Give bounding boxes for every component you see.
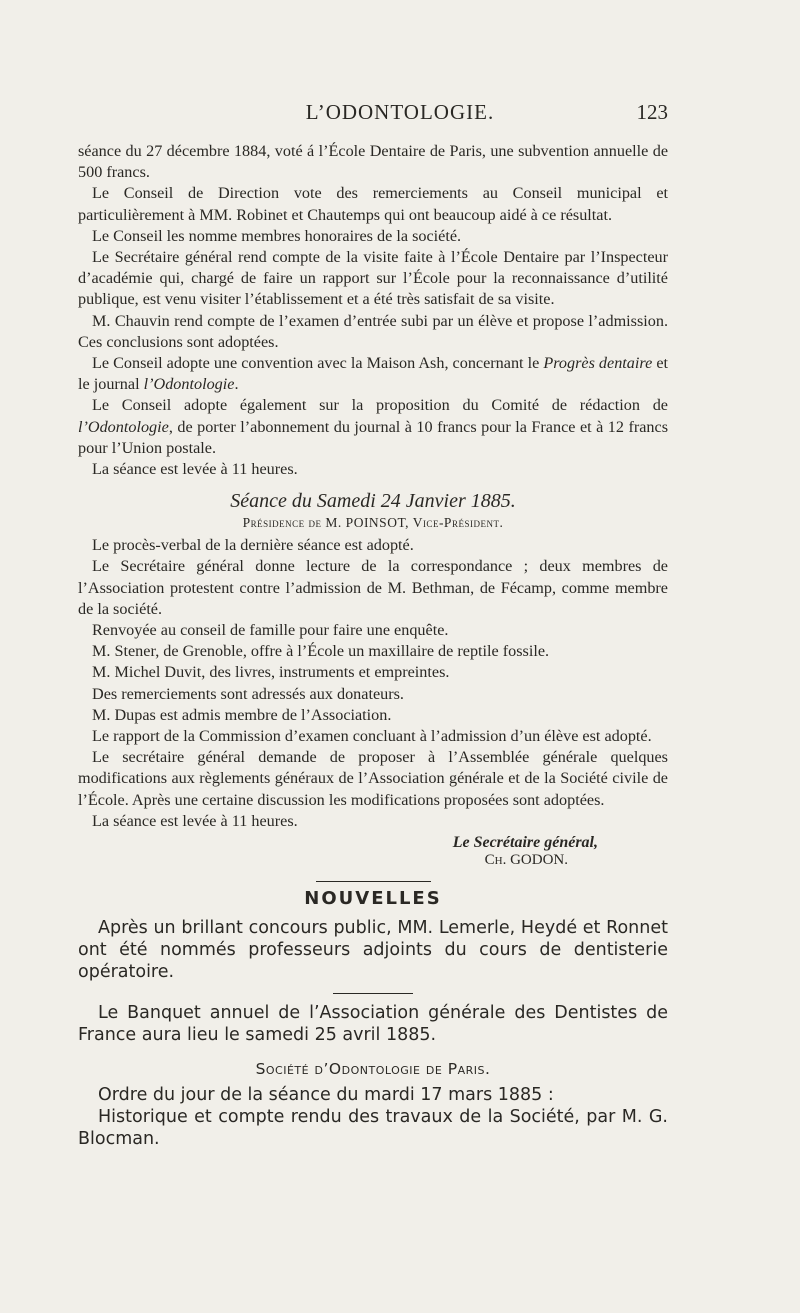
paragraph: Renvoyée au conseil de famille pour faire une enquête. [92, 621, 449, 640]
text: et le journal [78, 354, 669, 394]
paragraph: M. Stener, de Grenoble, offre à l’École un maxillaire de reptile fossile. [92, 642, 550, 661]
closing-line: La séance est levée à 11 heures. [92, 811, 298, 830]
presidence-line: Présidence de M. POINSOT, Vice-Président. [242, 515, 504, 531]
paragraph: M. Chauvin rend compte de l’examen d’entrée subi par un élève et propose l’admission. Ces conclusions sont adoptées. [78, 311, 668, 351]
paragraph: Le Secrétaire général donne lecture de la correspondance ; deux membres de l’Association protestent contre l’admission de M. Bethman, de Fécamp, comme membre de la société. [78, 557, 668, 618]
signature-role: Le Secrétaire général, [452, 834, 598, 852]
closing-line: La séance est levée à 11 heures. [92, 460, 298, 479]
signature-name: Ch. GODON. [484, 852, 568, 869]
paragraph-convention [78, 353, 668, 395]
divider [333, 993, 413, 994]
text: Le Conseil adopte une convention avec la Maison Ash, concernant le [92, 354, 544, 373]
main-text-column [78, 141, 668, 1150]
paragraph: M. Dupas est admis membre de l’Association. [92, 705, 392, 724]
paragraph: M. Michel Duvit, des livres, instruments et empreintes. [92, 663, 450, 682]
running-header [0, 100, 800, 130]
italic-title: l’Odontologie [143, 375, 235, 394]
text: Le Conseil adopte également sur la proposition du Comité de rédaction de [92, 396, 668, 415]
journal-title: L’ODONTOLOGIE. [305, 100, 495, 124]
paragraph-abonnement [78, 395, 668, 459]
paragraph: séance du 27 décembre 1884, voté á l’École Dentaire de Paris, une subvention annuelle de 500 francs. [78, 142, 668, 182]
italic-title: l’Odontologie [78, 417, 169, 436]
historique: Historique et compte rendu des travaux de la Société, par M. G. Blocman. [78, 1107, 668, 1150]
news-item: Après un brillant concours public, MM. Lemerle, Heydé et Ronnet ont été nommés professeurs adjoints du cours de dentisterie opératoire. [78, 918, 668, 983]
paragraph: Le Secrétaire général rend compte de la visite faite à l’École Dentaire par l’Inspecteur d’académie qui, chargé de faire un rapport sur l’École pour la reconnaissance d’utilité publique, est venu visiter l’établissement et a été très satisfait de sa visite. [78, 248, 668, 309]
paragraph: Le procès-verbal de la dernière séance est adopté. [92, 536, 414, 555]
paragraph: Le rapport de la Commission d’examen concluant à l’admission d’un élève est adopté. [92, 727, 652, 746]
nouvelles-heading: NOUVELLES [304, 888, 442, 910]
page-number: 123 [636, 100, 668, 124]
news-item: Le Banquet annuel de l’Association générale des Dentistes de France aura lieu le samedi 25 avril 1885. [78, 1003, 668, 1046]
italic-title: Progrès dentaire [543, 354, 653, 373]
paragraph: Le secrétaire général demande de proposer à l’Assemblée générale quelques modifications aux règlements généraux de l’Association générale et de la Société civile de l’École. Après une certaine discussion les modifications proposées sont adoptées. [78, 748, 668, 809]
text: . [234, 375, 239, 394]
divider [316, 881, 431, 882]
section-title: Séance du Samedi 24 Janvier 1885. [230, 490, 516, 513]
societe-heading: Société d’Odontologie de Paris. [255, 1060, 491, 1079]
ordre-du-jour: Ordre du jour de la séance du mardi 17 mars 1885 : [98, 1085, 554, 1106]
paragraph: Des remerciements sont adressés aux donateurs. [92, 684, 404, 703]
paragraph: Le Conseil les nomme membres honoraires de la société. [92, 226, 462, 245]
paragraph: Le Conseil de Direction vote des remerciements au Conseil municipal et particulièrement à MM. Robinet et Chautemps qui ont beaucoup aidé à ce résultat. [78, 184, 668, 224]
text: , de porter l’abonnement du journal à 10 francs pour la France et à 12 francs pour l’Union postale. [78, 417, 668, 457]
